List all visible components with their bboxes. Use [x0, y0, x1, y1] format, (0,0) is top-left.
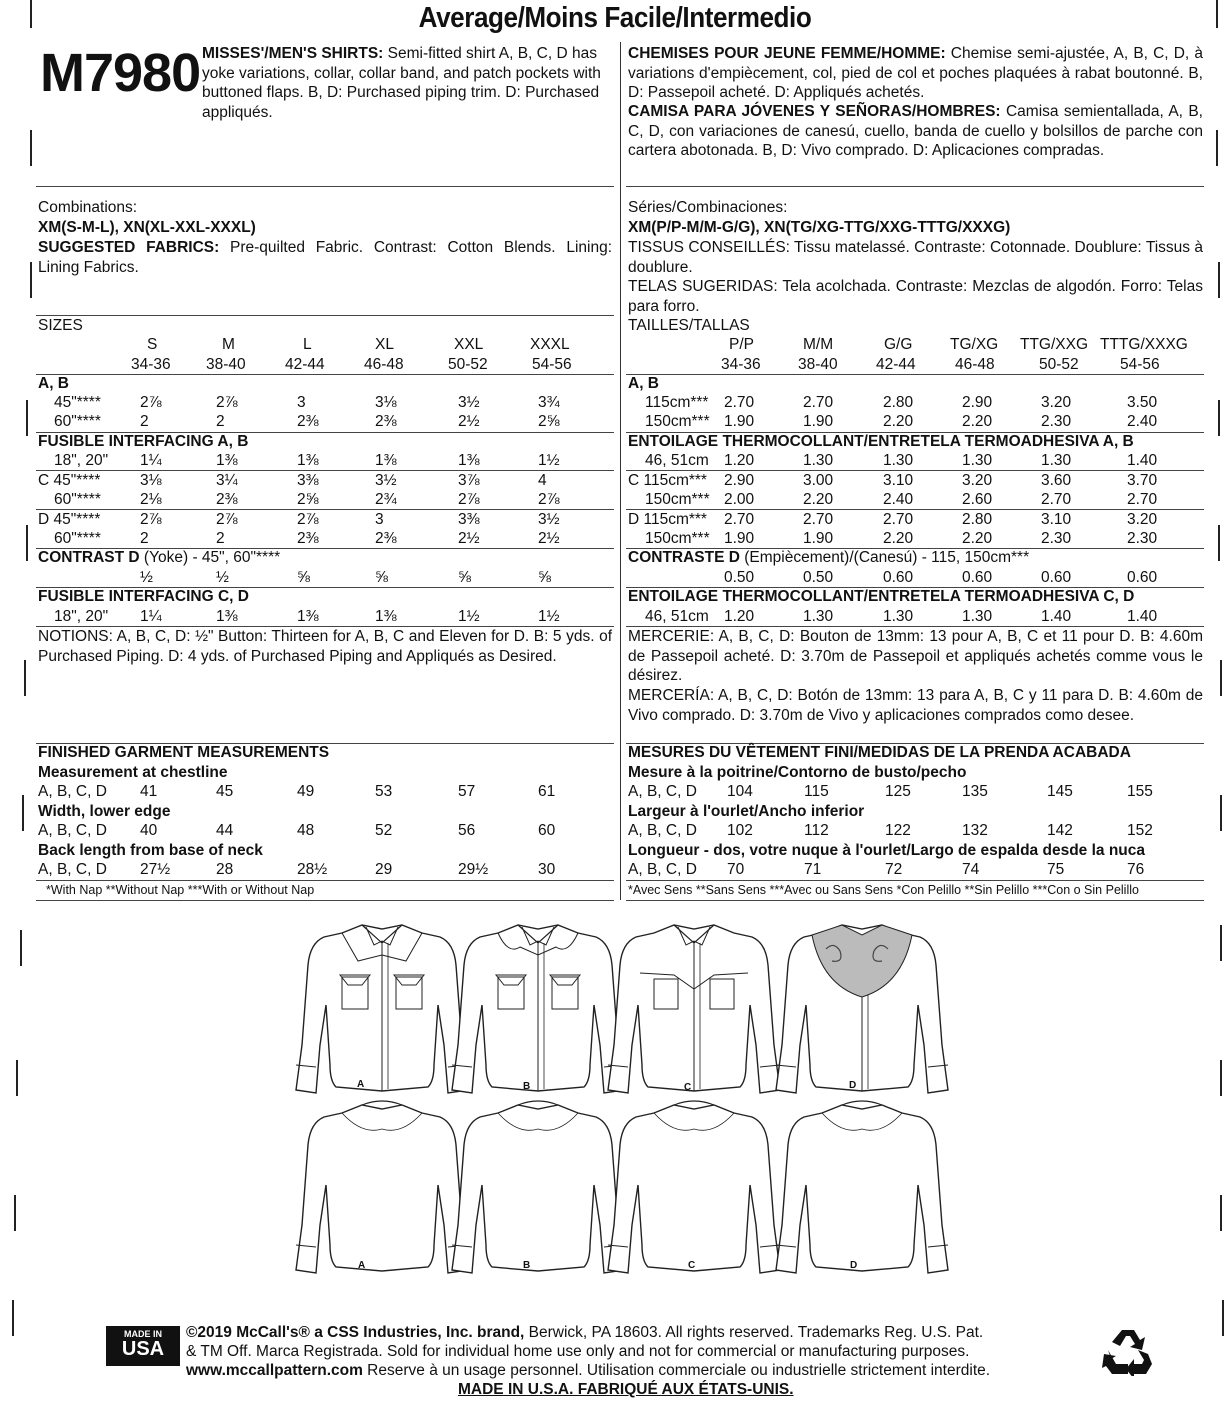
table-cell: 2½ [458, 413, 480, 430]
table-cell: 2.60 [962, 491, 993, 508]
sizes-label-fr: TAILLES/TALLAS [628, 317, 750, 334]
table-cell: 2.70 [1127, 491, 1158, 508]
table-cell: 3.20 [962, 472, 993, 489]
table-cell: 2⅜ [297, 530, 319, 547]
table-cell: 1½ [538, 452, 560, 469]
shirt-illustrations [0, 905, 1230, 1280]
table-cell: 40 [140, 822, 158, 839]
view-label-d-back: D [850, 1260, 858, 1271]
table-rule [36, 374, 614, 375]
table-cell: 56 [458, 822, 476, 839]
description-es-title: CAMISA PARA JÓVENES Y SEÑORAS/HOMBRES: [628, 103, 1001, 120]
table-cell: 1⅜ [216, 608, 238, 625]
table-cell: 29 [375, 861, 393, 878]
table-cell: 0.60 [1127, 569, 1158, 586]
table-cell: 132 [962, 822, 988, 839]
website-link[interactable]: www.mccallpattern.com [186, 1362, 363, 1379]
view-c-front [608, 925, 780, 1093]
combinations-label: Combinations: [38, 199, 138, 216]
table-cell: 1⅜ [297, 452, 319, 469]
table-cell: 76 [1127, 861, 1145, 878]
table-cell: 1.90 [724, 530, 755, 547]
table-cell: 1.90 [724, 413, 755, 430]
size-range: 34-36 [721, 356, 761, 373]
row-label: A, B, C, D [38, 822, 107, 839]
row-label: 46, 51cm [645, 452, 709, 469]
size-name: TG/XG [950, 336, 999, 353]
table-cell: 2.70 [724, 511, 755, 528]
table-cell: 52 [375, 822, 393, 839]
table-cell: 2.30 [1041, 413, 1072, 430]
size-name: G/G [884, 336, 913, 353]
table-cell: 2⅞ [140, 394, 162, 411]
size-name: M/M [803, 336, 834, 353]
table-cell: 1.30 [803, 608, 834, 625]
fgm-back: Back length from base of neck [38, 842, 263, 859]
fgm-back-fr: Longueur - dos, votre nuque à l'ourlet/Largo de espalda desde la nuca [628, 842, 1145, 859]
size-name: M [222, 336, 235, 353]
size-name: S [147, 336, 158, 353]
size-range: 46-48 [364, 356, 404, 373]
table-cell: ½ [216, 569, 229, 586]
table-cell: 2⅞ [538, 491, 560, 508]
contrast-d-heading [38, 549, 280, 567]
view-group-ab: A, B [38, 375, 69, 392]
view-label-a: A [357, 1079, 365, 1090]
table-rule [36, 509, 614, 510]
size-range: 50-52 [448, 356, 488, 373]
table-cell: 1.90 [803, 413, 834, 430]
view-d-back [776, 1101, 948, 1273]
table-cell: 1.30 [962, 608, 993, 625]
table-cell: 2⅞ [140, 511, 162, 528]
table-cell: 2.90 [962, 394, 993, 411]
table-cell: 2 [216, 413, 225, 430]
table-cell: 3½ [538, 511, 560, 528]
table-cell: 3.20 [1041, 394, 1072, 411]
divider [626, 880, 1204, 881]
row-label: D 115cm*** [628, 511, 707, 528]
row-label: A, B, C, D [38, 861, 107, 878]
view-b-front [452, 925, 624, 1093]
made-in-usa-badge [106, 1326, 180, 1366]
badge-usa: USA [121, 1338, 165, 1360]
table-cell: 2⅜ [375, 413, 397, 430]
view-label-b-back: B [523, 1260, 531, 1271]
table-rule [36, 470, 614, 471]
size-name: TTG/XXG [1020, 336, 1089, 353]
table-cell: 0.60 [1041, 569, 1072, 586]
table-cell: 2.40 [1127, 413, 1158, 430]
size-range: 42-44 [285, 356, 325, 373]
table-cell: ⅝ [297, 569, 310, 586]
table-cell: 2 [216, 530, 225, 547]
page-title: Average/Moins Facile/Intermedio [418, 2, 812, 34]
size-range: 42-44 [876, 356, 916, 373]
table-cell: 0.50 [803, 569, 834, 586]
table-rule [626, 509, 1204, 510]
table-cell: 1¼ [140, 452, 162, 469]
fusible-cd-heading-fr: ENTOILAGE THERMOCOLLANT/ENTRETELA TERMOADHESIVA C, D [628, 588, 1135, 605]
table-cell: 3.10 [883, 472, 914, 489]
table-cell: 2⅝ [538, 413, 560, 430]
table-cell: 48 [297, 822, 315, 839]
divider [36, 186, 614, 187]
table-cell: 1.40 [1041, 608, 1072, 625]
fabrics-body: Pre-quilted Fabric. Contrast: Cotton Blends. Lining: Lining Fabrics. [38, 239, 612, 276]
nap-note: *With Nap **Without Nap ***With or Without Nap [46, 883, 315, 897]
view-label-d: D [849, 1080, 857, 1091]
table-cell: 155 [1127, 783, 1153, 800]
row-label: 46, 51cm [645, 608, 709, 625]
table-cell: 3½ [458, 394, 480, 411]
footer-line-4: MADE IN U.S.A. FABRIQUÉ AUX ÉTATS-UNIS. [458, 1381, 794, 1398]
table-cell: 2 [140, 413, 149, 430]
divider [626, 900, 1204, 901]
table-cell: 28½ [297, 861, 328, 878]
table-cell: 2⅞ [458, 491, 480, 508]
table-cell: 2½ [458, 530, 480, 547]
divider [626, 186, 1204, 187]
table-cell: 1.90 [803, 530, 834, 547]
table-cell: ½ [140, 569, 153, 586]
table-cell: 2⅜ [297, 413, 319, 430]
badge-made-in: MADE IN [124, 1329, 162, 1339]
table-cell: 104 [727, 783, 753, 800]
table-cell: 1.40 [1127, 452, 1158, 469]
table-cell: 2.70 [803, 394, 834, 411]
table-cell: 3½ [375, 472, 397, 489]
size-range: 54-56 [532, 356, 572, 373]
fusible-ab-heading: FUSIBLE INTERFACING A, B [38, 433, 249, 450]
table-cell: 1½ [538, 608, 560, 625]
table-cell: 3 [297, 394, 306, 411]
contrast-d-title: CONTRAST D [38, 549, 140, 566]
table-cell: 29½ [458, 861, 489, 878]
divider [36, 315, 614, 316]
table-cell: 3.60 [1041, 472, 1072, 489]
table-cell: ⅝ [458, 569, 471, 586]
table-cell: 1⅜ [375, 452, 397, 469]
table-cell: 1.30 [883, 452, 914, 469]
divider [36, 880, 614, 881]
row-label: C 45"**** [38, 472, 101, 489]
table-cell: 135 [962, 783, 988, 800]
divider [36, 900, 614, 901]
table-cell: 1.30 [803, 452, 834, 469]
row-label: A, B, C, D [628, 861, 697, 878]
description-en-body: Semi-fitted shirt A, B, C, D has yoke variations, collar, collar band, and patch pockets with buttoned flaps. B, D: Purchased piping trim. D: Purchased appliqués. [202, 45, 601, 121]
contraste-d-detail: (Empiècement)/(Canesú) - 115, 150cm*** [739, 549, 1030, 566]
view-a-front [296, 925, 468, 1093]
table-cell: 3.50 [1127, 394, 1158, 411]
footer-line-3: www.mccallpattern.com Reserve à un usage personnel. Utilisation commerciale ou industrielle strictement interdite. [186, 1362, 991, 1379]
table-cell: 2.30 [1041, 530, 1072, 547]
view-label-c: C [684, 1082, 692, 1093]
table-cell: 3⅜ [297, 472, 319, 489]
table-cell: 2.20 [883, 530, 914, 547]
table-cell: 1.20 [724, 452, 755, 469]
table-rule [626, 470, 1204, 471]
row-label: 45"**** [54, 394, 101, 411]
table-cell: 30 [538, 861, 556, 878]
size-range: 38-40 [206, 356, 246, 373]
table-cell: 28 [216, 861, 234, 878]
table-cell: 2.40 [883, 491, 914, 508]
table-cell: 2.70 [724, 394, 755, 411]
footer-line-2: & TM Off. Marca Registrada. Sold for individual home use only and not for commercial or manufacturing purposes. [186, 1343, 970, 1360]
table-cell: 1.30 [883, 608, 914, 625]
fusible-cd-heading: FUSIBLE INTERFACING C, D [38, 588, 249, 605]
description-fr [628, 44, 1203, 103]
description-en-title: MISSES'/MEN'S SHIRTS: [202, 45, 384, 62]
view-c-back [608, 1101, 780, 1273]
table-cell: 0.60 [883, 569, 914, 586]
row-label: 18", 20" [54, 452, 109, 469]
row-label: 150cm*** [645, 530, 710, 547]
table-cell: 2.30 [1127, 530, 1158, 547]
table-cell: 3⅞ [458, 472, 480, 489]
table-cell: 57 [458, 783, 476, 800]
table-cell: 102 [727, 822, 753, 839]
description-en [202, 44, 613, 122]
row-label: 115cm*** [645, 394, 709, 411]
table-cell: 60 [538, 822, 556, 839]
table-cell: 2⅞ [216, 511, 238, 528]
table-cell: 2⅛ [140, 491, 162, 508]
table-cell: 112 [804, 822, 829, 839]
table-cell: 1.40 [1127, 608, 1158, 625]
description-es-body: Camisa semientallada, A, B, C, D, con variaciones de canesú, cuello, banda de cuello y bolsillos de parche con cartera abotonada. B, D: Vivo comprado. D: Aplicaciones compradas. [628, 103, 1203, 159]
table-cell: 152 [1127, 822, 1153, 839]
table-cell: 1¼ [140, 608, 162, 625]
table-cell: 49 [297, 783, 315, 800]
table-cell: 1.20 [724, 608, 755, 625]
size-name: L [303, 336, 312, 353]
table-cell: 2.00 [724, 491, 755, 508]
fabrics-title: SUGGESTED FABRICS: [38, 239, 220, 256]
table-cell: 74 [962, 861, 980, 878]
table-cell: ⅝ [538, 569, 551, 586]
footer-line-1: ©2019 McCall's® a CSS Industries, Inc. brand, Berwick, PA 18603. All rights reserved. Trademarks Reg. U.S. Pat. [186, 1324, 984, 1341]
table-cell: 2.70 [1041, 491, 1072, 508]
contraste-d-heading [628, 549, 1029, 567]
mercerie: MERCERIE: A, B, C, D: Bouton de 13mm: 13 pour A, B, C et 11 pour D. B: 4.60m de Passepoil acheté. D: 3.70m de Passepoil et appliqués achetés comme vous le désirez. [628, 628, 1203, 684]
table-cell: 0.60 [962, 569, 993, 586]
table-cell: 2.70 [803, 511, 834, 528]
table-cell: 75 [1047, 861, 1065, 878]
row-label: 60"**** [54, 491, 101, 508]
size-range: 50-52 [1039, 356, 1079, 373]
table-cell: 125 [885, 783, 911, 800]
row-label: A, B, C, D [628, 822, 697, 839]
table-cell: 1⅜ [375, 608, 397, 625]
table-cell: 41 [140, 783, 158, 800]
row-label: A, B, C, D [38, 783, 107, 800]
table-cell: 1⅜ [216, 452, 238, 469]
table-cell: 2.20 [962, 530, 993, 547]
table-cell: 2⅞ [216, 394, 238, 411]
telas: TELAS SUGERIDAS: Tela acolchada. Contraste: Mezclas de algodón. Forro: Telas para forro. [628, 278, 1203, 315]
view-group-ab-fr: A, B [628, 375, 659, 392]
combinations-line: XM(S-M-L), XN(XL-XXL-XXXL) [38, 219, 256, 236]
size-name: XL [375, 336, 394, 353]
contrast-d-detail: (Yoke) - 45", 60"**** [139, 549, 281, 566]
tissus: TISSUS CONSEILLÉS: Tissu matelassé. Contraste: Cotonnade. Doublure: Tissus à doublure. [628, 239, 1203, 276]
table-cell: 2.20 [962, 413, 993, 430]
fgm-width-fr: Largeur à l'ourlet/Ancho inferior [628, 803, 865, 820]
row-label: 150cm*** [645, 491, 710, 508]
row-label: C 115cm*** [628, 472, 707, 489]
table-rule [626, 374, 1204, 375]
row-label: D 45"**** [38, 511, 101, 528]
table-cell: 61 [538, 783, 556, 800]
table-cell: 2.80 [883, 394, 914, 411]
size-name: XXXL [530, 336, 570, 353]
view-a-back [296, 1101, 468, 1273]
row-label: 60"**** [54, 530, 101, 547]
size-range: 46-48 [955, 356, 995, 373]
row-label: 150cm*** [645, 413, 710, 430]
table-cell: 71 [804, 861, 822, 878]
size-range: 34-36 [131, 356, 171, 373]
view-d-front [776, 925, 948, 1093]
column-divider [620, 42, 621, 900]
table-cell: 3 [375, 511, 384, 528]
size-name: P/P [729, 336, 754, 353]
table-cell: 3.00 [803, 472, 834, 489]
table-cell: 45 [216, 783, 234, 800]
view-label-b: B [523, 1081, 531, 1092]
fgm-title-fr: MESURES DU VÊTEMENT FINI/MEDIDAS DE LA PRENDA ACABADA [628, 744, 1131, 761]
table-cell: 0.50 [724, 569, 755, 586]
size-name: XXL [454, 336, 484, 353]
fgm-chest: Measurement at chestline [38, 764, 228, 781]
table-cell: 72 [885, 861, 903, 878]
fgm-title: FINISHED GARMENT MEASUREMENTS [38, 744, 330, 761]
table-cell: 70 [727, 861, 745, 878]
view-label-a-back: A [358, 1260, 366, 1271]
combinations-label-fr: Séries/Combinaciones: [628, 199, 788, 216]
table-cell: ⅝ [375, 569, 388, 586]
table-cell: 2 [140, 530, 149, 547]
table-cell: 1⅜ [297, 608, 319, 625]
recycle-icon [1102, 1326, 1154, 1376]
fusible-ab-heading-fr: ENTOILAGE THERMOCOLLANT/ENTRETELA TERMOADHESIVA A, B [628, 433, 1134, 450]
row-label: A, B, C, D [628, 783, 697, 800]
table-cell: 115 [804, 783, 829, 800]
table-cell: 3⅛ [140, 472, 162, 489]
view-label-c-back: C [688, 1260, 696, 1271]
table-cell: 1.30 [1041, 452, 1072, 469]
fgm-chest-fr: Mesure à la poitrine/Contorno de busto/pecho [628, 764, 967, 781]
table-cell: 2⅞ [297, 511, 319, 528]
table-cell: 2¾ [375, 491, 397, 508]
table-cell: 1⅜ [458, 452, 480, 469]
merceria: MERCERÍA: A, B, C, D: Botón de 13mm: 13 para A, B, C y 11 para D. B: 4.60m de Vivo comprado. D: 3.70m de Vivo y aplicaciones comprados como desee. [628, 687, 1203, 724]
table-cell: 2.20 [883, 413, 914, 430]
table-cell: 2.70 [883, 511, 914, 528]
table-cell: 27½ [140, 861, 171, 878]
notions: NOTIONS: A, B, C, D: ½" Button: Thirteen for A, B, C and Eleven for D. B: 5 yds. of Purchased Piping. D: 4 yds. of Purchased Piping and Appliqués as Desired. [38, 628, 612, 665]
table-cell: 2⅝ [297, 491, 319, 508]
description-es [628, 102, 1203, 161]
table-cell: 142 [1047, 822, 1073, 839]
table-cell: 2.20 [803, 491, 834, 508]
table-cell: 53 [375, 783, 393, 800]
contraste-d-title: CONTRASTE D [628, 549, 740, 566]
table-cell: 3.20 [1127, 511, 1158, 528]
fabrics [38, 238, 612, 277]
table-cell: 3¾ [538, 394, 560, 411]
table-cell: 2⅜ [216, 491, 238, 508]
row-label: 18", 20" [54, 608, 109, 625]
table-cell: 2.90 [724, 472, 755, 489]
table-cell: 44 [216, 822, 234, 839]
description-fr-body: Chemise semi-ajustée, A, B, C, D, à variations d'empiècement, col, pied de col et poches plaquées à rabat boutonné. B, D: Passepoil acheté. D: Appliqués achetés. [628, 45, 1203, 101]
nap-note-fr-es: *Avec Sens **Sans Sens ***Avec ou Sans Sens *Con Pelillo **Sin Pelillo ***Con o Sin Pelillo [628, 883, 1139, 897]
table-cell: 3¼ [216, 472, 238, 489]
size-name: TTTG/XXXG [1100, 336, 1188, 353]
table-cell: 1½ [458, 608, 480, 625]
table-cell: 3⅛ [375, 394, 397, 411]
table-cell: 145 [1047, 783, 1073, 800]
combinations-line-fr: XM(P/P-M/M-G/G), XN(TG/XG-TTG/XXG-TTTG/XXXG) [628, 219, 1011, 236]
size-range: 38-40 [798, 356, 838, 373]
table-cell: 3.10 [1041, 511, 1072, 528]
table-cell: 122 [885, 822, 911, 839]
view-b-back [452, 1101, 624, 1273]
description-fr-title: CHEMISES POUR JEUNE FEMME/HOMME: [628, 45, 946, 62]
size-range: 54-56 [1120, 356, 1160, 373]
table-cell: 3⅜ [458, 511, 480, 528]
table-cell: 2⅜ [375, 530, 397, 547]
row-label: 60"**** [54, 413, 101, 430]
fgm-width: Width, lower edge [38, 803, 171, 820]
pattern-code: M7980 [40, 43, 201, 103]
table-cell: 2½ [538, 530, 560, 547]
table-cell: 2.80 [962, 511, 993, 528]
table-cell: 1.30 [962, 452, 993, 469]
table-cell: 3.70 [1127, 472, 1158, 489]
sizes-label: SIZES [38, 317, 83, 334]
table-cell: 4 [538, 472, 547, 489]
